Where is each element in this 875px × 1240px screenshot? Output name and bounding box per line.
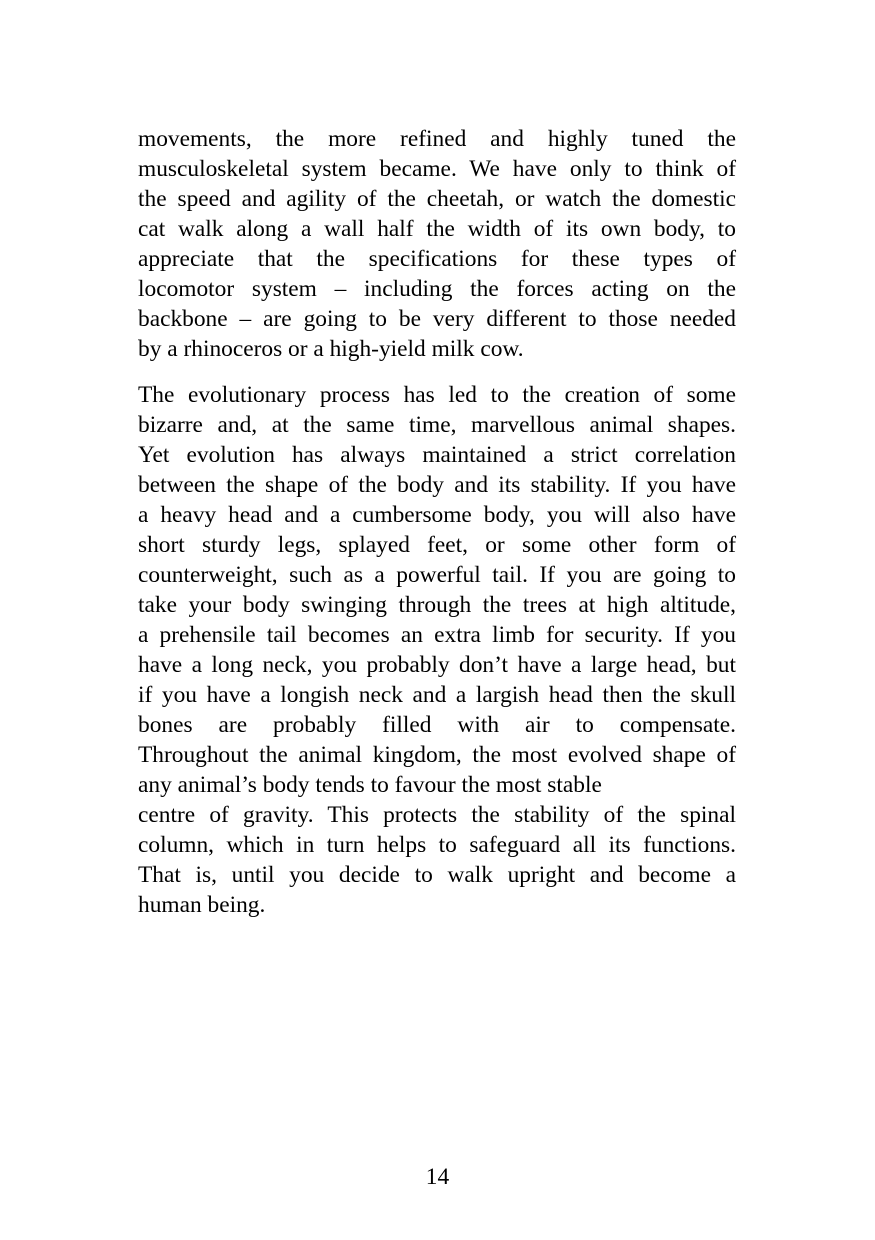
text-line: movements, the more refined and highly tuned the [138, 126, 736, 152]
text-line: musculoskeletal system became. We have only to think of [138, 156, 736, 182]
page-number: 14 [425, 1164, 450, 1190]
text-line: any animal’s body tends to favour the most stable [138, 772, 602, 798]
text-line: Throughout the animal kingdom, the most evolved shape of [138, 742, 736, 768]
paragraph-2 [138, 380, 736, 920]
text-line: centre of gravity. This protects the stability of the spinal [138, 802, 736, 828]
text-line: if you have a longish neck and a largish head then the skull [138, 682, 736, 708]
body-text [138, 124, 736, 920]
text-line: a heavy head and a cumbersome body, you will also have [138, 502, 736, 528]
text-line: a prehensile tail becomes an extra limb for security. If you [138, 622, 736, 648]
paragraph-spacer [138, 364, 736, 380]
text-line: locomotor system – including the forces acting on the [138, 276, 736, 302]
text-line: backbone – are going to be very different to those needed [138, 306, 736, 332]
text-line: the speed and agility of the cheetah, or watch the domestic [138, 186, 736, 212]
text-line: counterweight, such as a powerful tail. If you are going to [138, 562, 736, 588]
text-line: That is, until you decide to walk upright and become a [138, 862, 736, 888]
text-line: bones are probably filled with air to compensate. [138, 712, 736, 738]
paragraph-1 [138, 124, 736, 364]
text-line: Yet evolution has always maintained a strict correlation [138, 442, 736, 468]
text-line: by a rhinoceros or a high-yield milk cow. [138, 336, 524, 362]
text-line: column, which in turn helps to safeguard all its functions. [138, 832, 736, 858]
text-line: between the shape of the body and its stability. If you have [138, 472, 736, 498]
text-line: cat walk along a wall half the width of its own body, to [138, 216, 736, 242]
text-line: human being. [138, 892, 266, 918]
text-line: appreciate that the specifications for these types of [138, 246, 736, 272]
text-line: have a long neck, you probably don’t have a large head, but [138, 652, 736, 678]
text-line: take your body swinging through the trees at high altitude, [138, 592, 736, 618]
text-line: The evolutionary process has led to the creation of some [138, 382, 736, 408]
text-line: bizarre and, at the same time, marvellous animal shapes. [138, 412, 736, 438]
text-line: short sturdy legs, splayed feet, or some other form of [138, 532, 736, 558]
